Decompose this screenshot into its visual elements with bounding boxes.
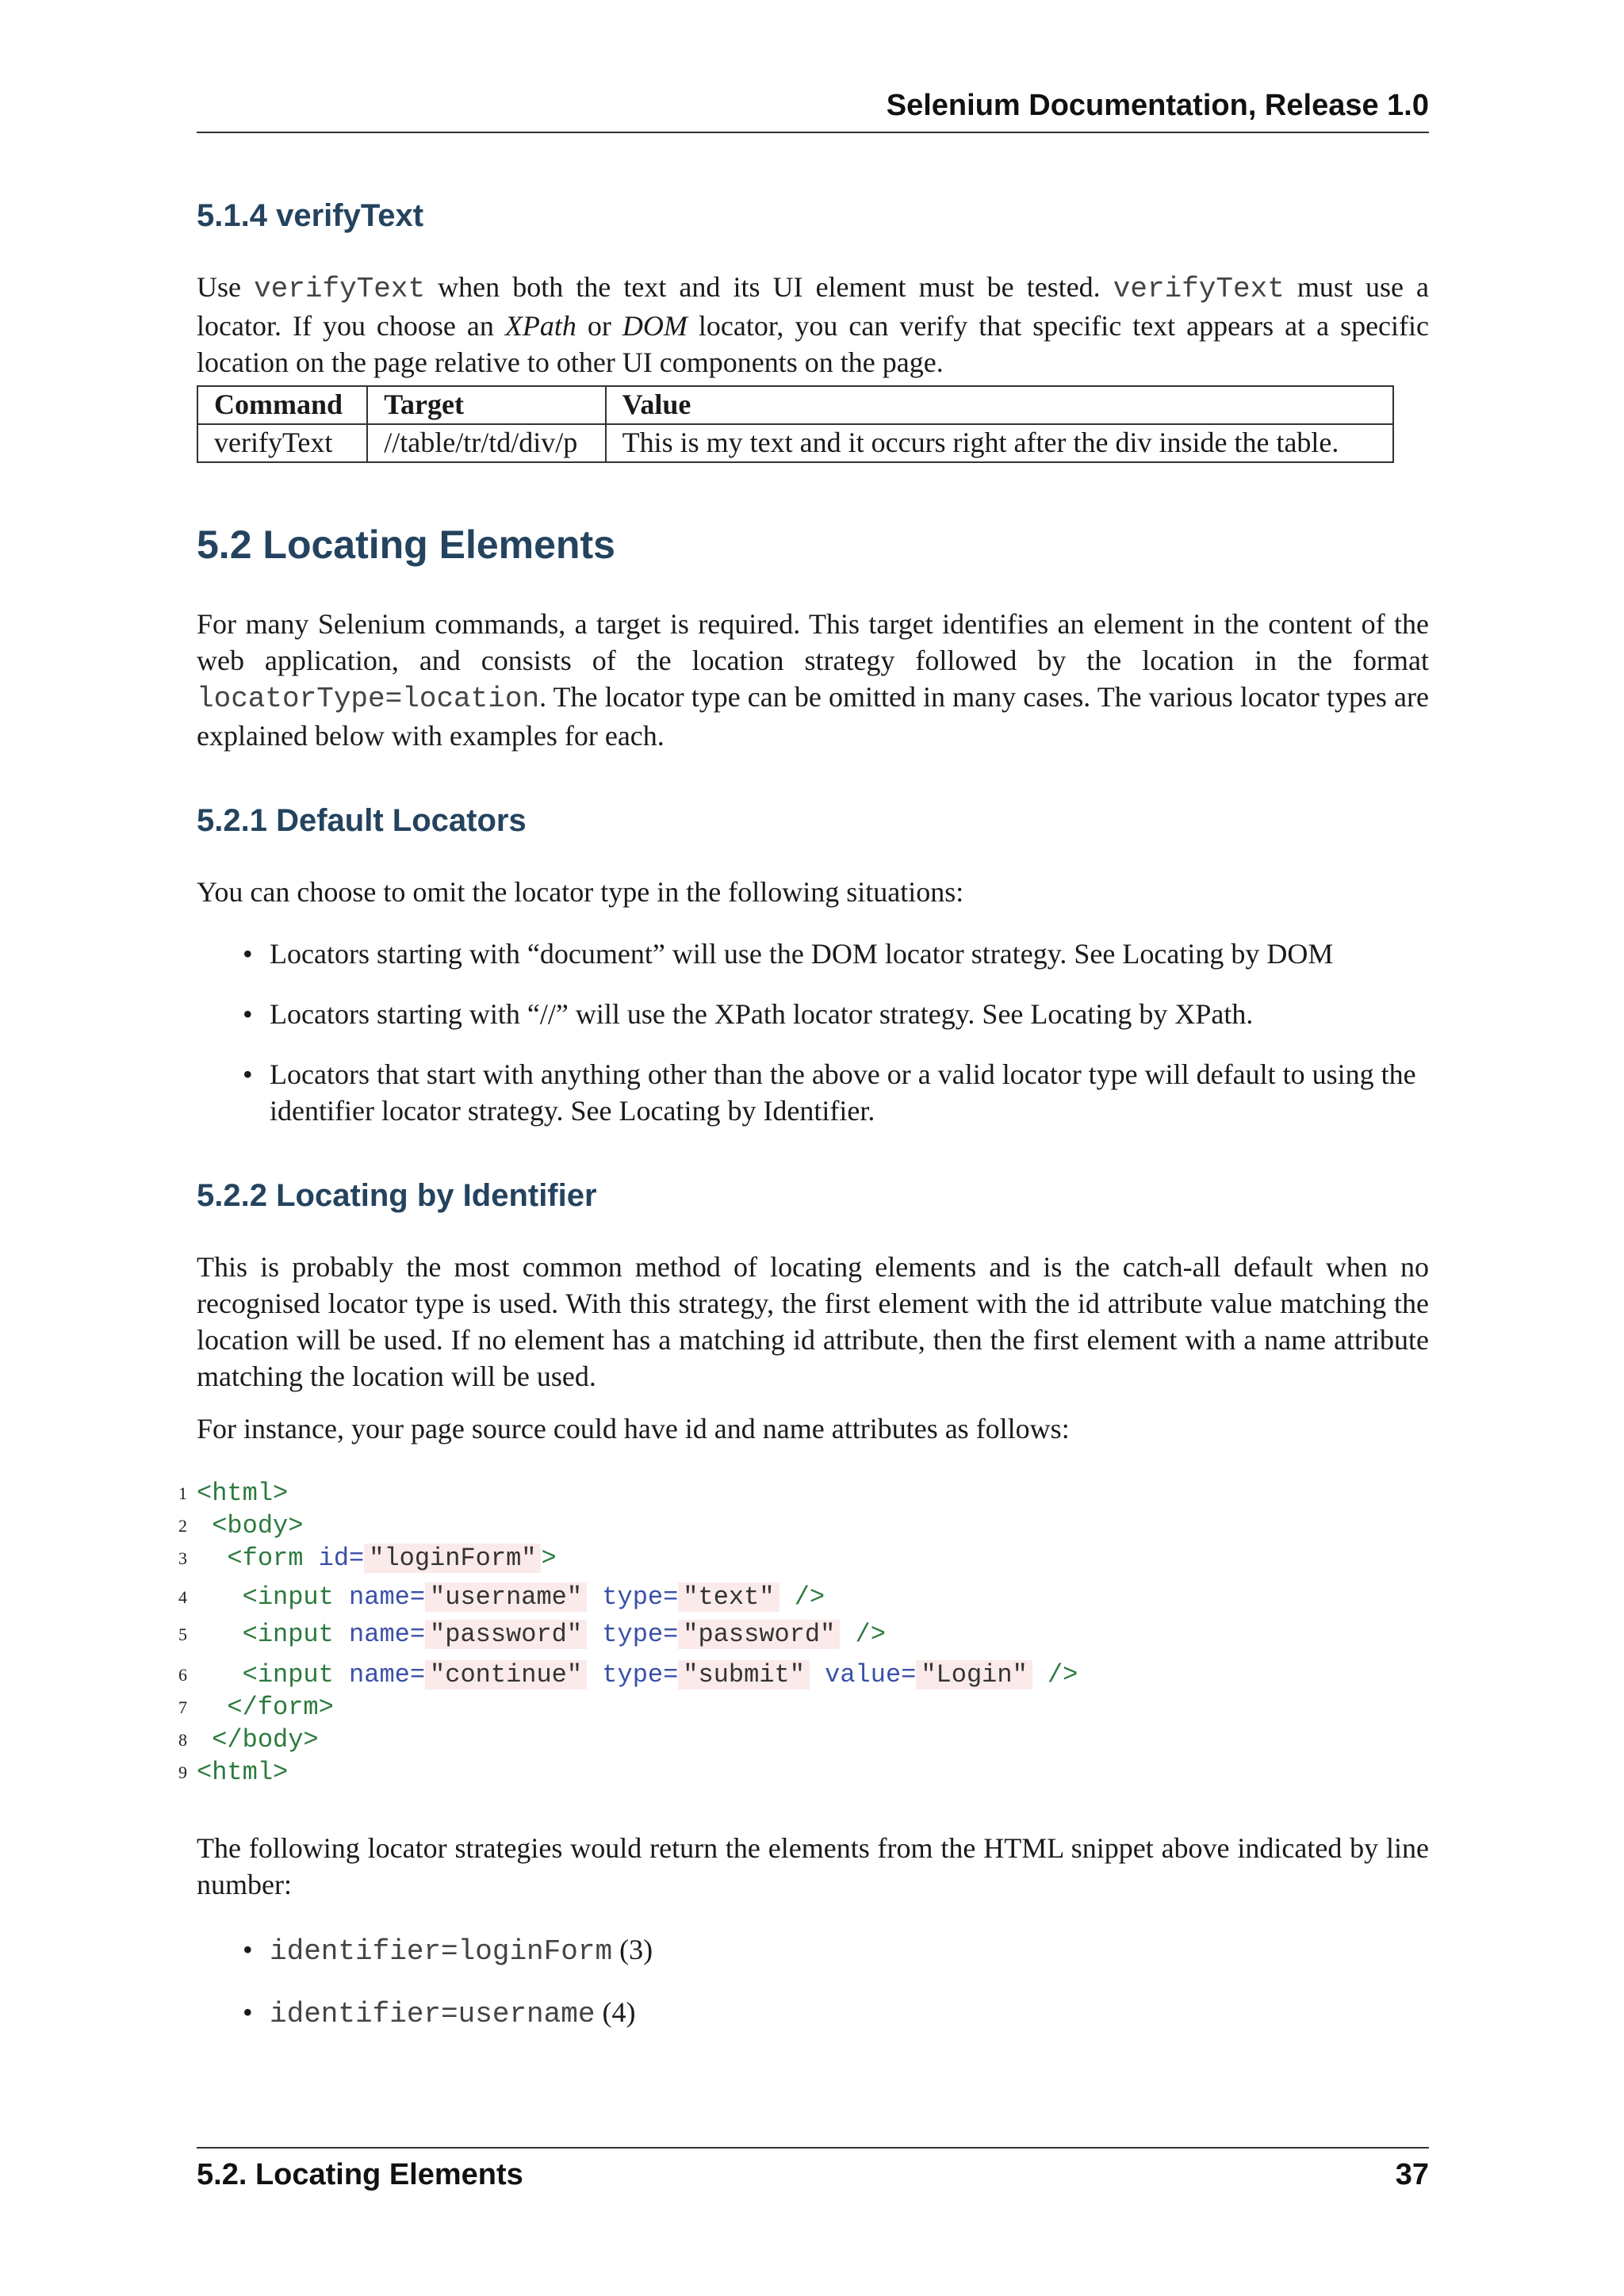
line-number: 2: [178, 1516, 187, 1536]
table-header-row: [197, 386, 1393, 424]
code-line: 8 </body>: [197, 1724, 1429, 1756]
table-header-cell: Value: [606, 386, 1393, 424]
table-header-cell: Command: [197, 386, 367, 424]
strategies-paragraph: The following locator strategies would return the elements from the HTML snippet above indicated by line number:: [197, 1832, 1429, 1900]
table-cell: This is my text and it occurs right after the div inside the table.: [606, 424, 1393, 462]
code-line: 4 <input name= "username" type= "text" />: [197, 1581, 1429, 1613]
list-item: • identifier=loginForm (3): [270, 1931, 1429, 1970]
table-row: [197, 424, 1393, 462]
footer-rule: [197, 2147, 1429, 2149]
line-number: 4: [178, 1587, 187, 1607]
section-heading-5-2-1: 5.2.1 Default Locators: [197, 803, 527, 838]
code-line: 9 <html>: [197, 1756, 1429, 1789]
verifytext-paragraph: Use verifyText when both the text and its UI element must be tested. verifyText must use a locator. If you choose an XPath or DOM locator, you can verify that specific text appears at a specific location on the page relative to other UI components on the page.: [197, 271, 1430, 378]
code-line: 2 <body>: [197, 1510, 1429, 1542]
page-source-intro: For instance, your page source could have id and name attributes as follows:: [197, 1413, 1070, 1445]
inline-code: verifyText: [254, 273, 426, 305]
inline-code: verifyText: [1113, 273, 1285, 305]
section-heading-5-2: 5.2 Locating Elements: [197, 522, 615, 567]
default-locators-intro: You can choose to omit the locator type in the following situations:: [197, 876, 964, 908]
list-item: • identifier=username (4): [270, 1994, 1429, 2033]
line-number: 6: [178, 1665, 187, 1685]
code-line: 5 <input name= "password" type= "password" />: [197, 1618, 1429, 1651]
verifytext-table: [197, 385, 1394, 463]
table-header-cell: Target: [367, 386, 605, 424]
footer-section-title: 5.2. Locating Elements: [197, 2158, 523, 2191]
locating-elements-paragraph: For many Selenium commands, a target is required. This target identifies an element in the content of the web application, and consists of the location strategy followed by the location in the format locatorType=location. The locator type can be omitted in many cases. The various locator types are explained below with examples for each.: [197, 608, 1429, 752]
section-heading-5-1-4: 5.1.4 verifyText: [197, 198, 424, 233]
line-number: 8: [178, 1730, 187, 1750]
code-line: 1 <html>: [197, 1477, 1429, 1510]
list-item: • Locators starting with “//” will use the XPath locator strategy. See Locating by XPath.: [270, 996, 1429, 1032]
default-locators-list: [197, 936, 1429, 1129]
table-cell: //table/tr/td/div/p: [367, 424, 605, 462]
inline-code: identifier=loginForm: [270, 1935, 613, 1968]
list-item: • Locators that start with anything other than the above or a valid locator type will default to using the identifier locator strategy. See Locating by Identifier.: [270, 1056, 1429, 1129]
code-line: 7 </form>: [197, 1691, 1429, 1724]
list-item: • Locators starting with “document” will use the DOM locator strategy. See Locating by DOM: [270, 936, 1429, 972]
running-header: Selenium Documentation, Release 1.0: [886, 89, 1429, 122]
inline-code: identifier=username: [270, 1998, 596, 2030]
code-line: 6 <input name= "continue" type= "submit" value= "Login" />: [197, 1659, 1429, 1691]
line-number: 7: [178, 1697, 187, 1717]
page-content: [178, 198, 1430, 2033]
line-number: 9: [178, 1762, 187, 1782]
line-number: 5: [178, 1624, 187, 1644]
page-number: 37: [1395, 2158, 1429, 2191]
code-line: 3 <form id= "loginForm" >: [197, 1542, 1429, 1575]
identifier-examples-list: [197, 1931, 1429, 2033]
table-cell: verifyText: [197, 424, 367, 462]
section-heading-5-2-2: 5.2.2 Locating by Identifier: [197, 1178, 597, 1213]
running-footer: [197, 2158, 1429, 2192]
html-code-snippet: [178, 1477, 1429, 1789]
identifier-paragraph: This is probably the most common method of locating elements and is the catch-all default when no recognised locator type is used. With this strategy, the first element with the id attribute value matching the location will be used. If no element has a matching id attribute, then the first element with a name attribute matching the location will be used.: [197, 1251, 1429, 1392]
line-number: 3: [178, 1548, 187, 1568]
line-number: 1: [178, 1483, 187, 1503]
inline-code: locatorType=location: [197, 683, 540, 715]
header-rule: [197, 132, 1429, 133]
